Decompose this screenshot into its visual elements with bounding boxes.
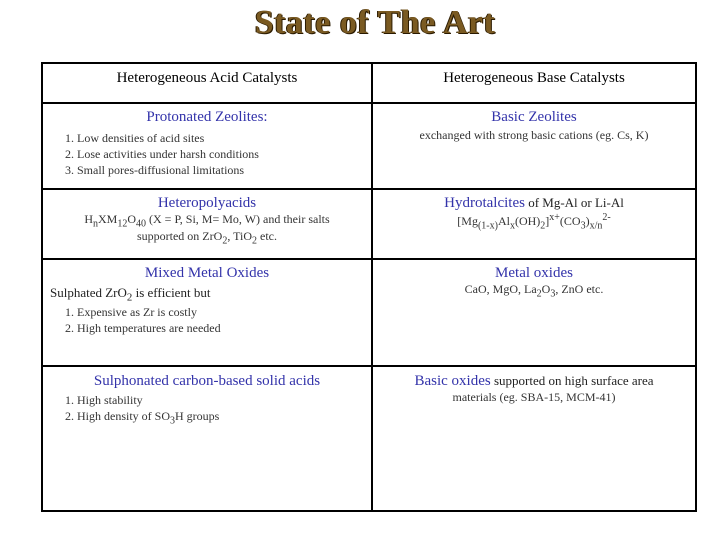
catalysts-table: [41, 62, 697, 512]
text: Basic oxides: [414, 373, 491, 389]
text: supported on high surface area: [490, 373, 654, 388]
cell-basic-zeolites: [372, 103, 696, 189]
basic-zeolites-text: exchanged with strong basic cations (eg. Cs, K): [419, 128, 649, 142]
text: is efficient but: [132, 285, 211, 300]
hydrotalcites-title: [373, 190, 695, 212]
protonated-zeolites-title: Protonated Zeolites:: [146, 109, 268, 125]
hpa-desc: (X = P, Si, M= Mo, W) and their salts: [149, 212, 330, 226]
cell-hydrotalcites: [372, 189, 696, 259]
list-item: 1. Expensive as Zr is costly: [77, 304, 371, 320]
list-item: 2. Lose activities under harsh conditions: [77, 146, 371, 162]
cell-basic-oxides: [372, 366, 696, 511]
mmo-drawbacks: [43, 304, 371, 336]
list-item: 1. High stability: [77, 392, 371, 408]
hpa-support: supported on ZrO$_2$, TiO$_2$ etc.: [136, 229, 278, 247]
text: supported on ZrO: [136, 229, 223, 244]
cell-sulphonated-carbon: [42, 366, 372, 511]
header-acid: Heterogeneous Acid Catalysts: [42, 63, 372, 103]
metal-oxides-text: CaO, MgO, $La_2O_3$, ZnO etc.: [464, 282, 604, 300]
cell-metal-oxides: [372, 259, 696, 366]
basic-zeolites-title: Basic Zeolites: [491, 109, 577, 125]
text: of Mg-Al or Li-Al: [524, 195, 624, 210]
cell-mixed-metal-oxides: [42, 259, 372, 366]
hydrotalcite-formula: $[Mg_{(1-x)}Al_x(OH)_2]^{x+}(CO_3)_{x/n}^{2-}$: [457, 212, 611, 232]
text: Sulphated ZrO: [50, 285, 127, 300]
text: Hydrotalcites: [444, 195, 525, 211]
zeolite-drawbacks: [43, 130, 371, 178]
cell-protonated-zeolites: [42, 103, 372, 189]
basic-oxides-title: [373, 367, 695, 390]
sulphonated-carbon-title: Sulphonated carbon-based solid acids: [93, 373, 321, 389]
hpa-formula: $H_nXM_{12}O_{40}$ (X = P, Si, M= Mo, W) and their salts: [84, 212, 330, 230]
list-item: 2. High temperatures are needed: [77, 320, 371, 336]
mixed-metal-oxides-title: Mixed Metal Oxides: [144, 265, 270, 281]
list-item: 1. Low densities of acid sites: [77, 130, 371, 146]
mmo-intro: Sulphated ZrO$_2$ is efficient but: [50, 285, 211, 304]
basic-oxides-text: materials (eg. SBA-15, MCM-41): [452, 390, 616, 404]
list-item: 2. High density of $SO_3H$ groups: [77, 408, 371, 429]
text: etc.: [257, 229, 278, 244]
heteropolyacids-title: Heteropolyacids: [157, 195, 257, 211]
slide-title: State of The Art: [254, 4, 496, 41]
carbon-advantages: [43, 392, 371, 429]
metal-oxides-title: Metal oxides: [495, 265, 573, 281]
list-item: 3. Small pores-diffusional limitations: [77, 162, 371, 178]
cell-heteropolyacids: [42, 189, 372, 259]
text: , TiO: [227, 229, 253, 244]
header-base: Heterogeneous Base Catalysts: [372, 63, 696, 103]
